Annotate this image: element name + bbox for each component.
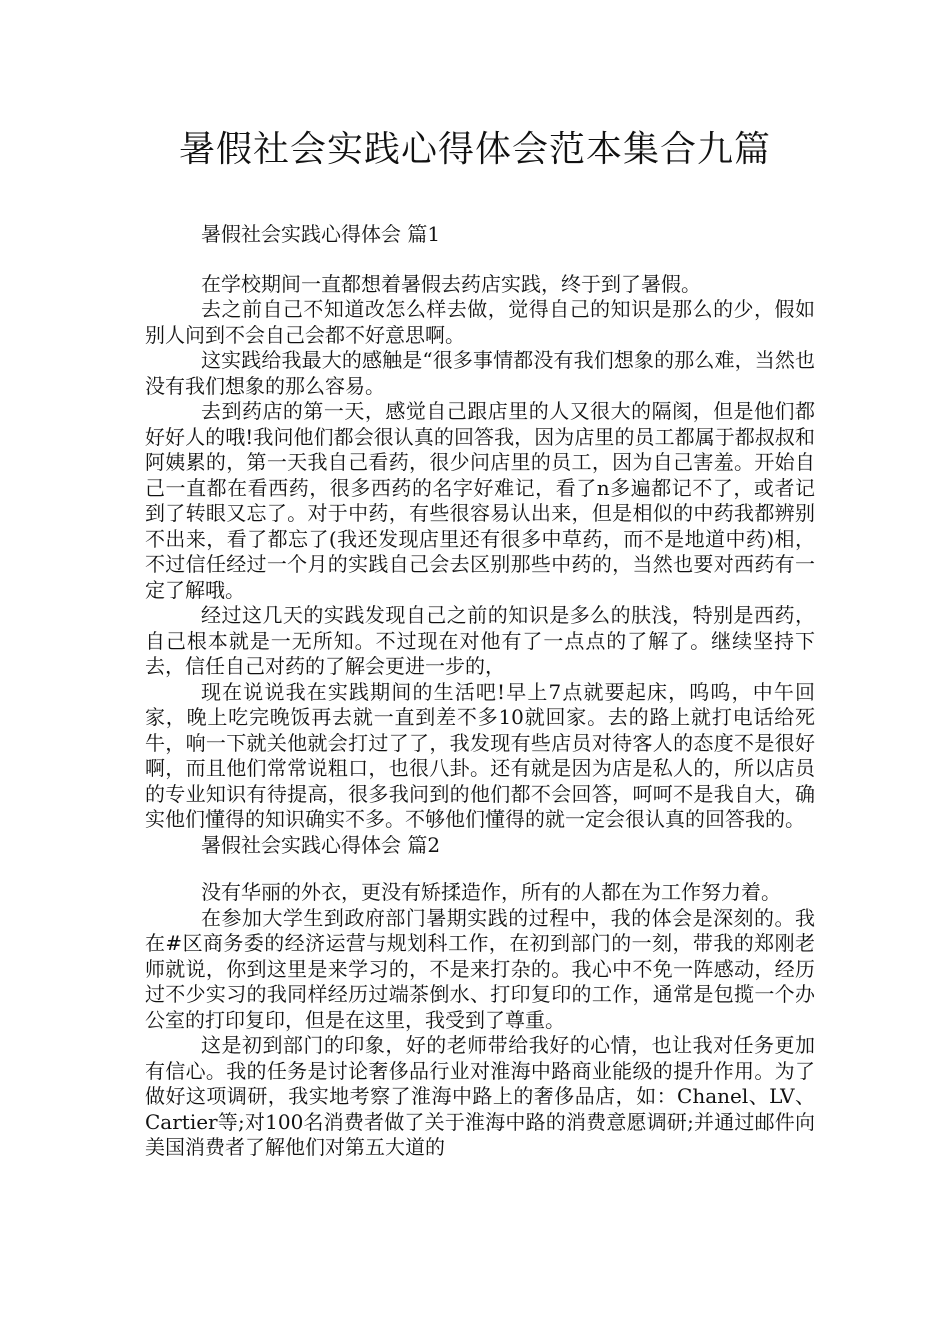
section-2-paragraph-1: 没有华丽的外衣，更没有矫揉造作，所有的人都在为工作努力着。 [201,880,781,904]
document-title: 暑假社会实践心得体会范本集合九篇 [178,129,771,170]
section-1-paragraph-5: 经过这几天的实践发现自己之前的知识是多么的肤浅，特别是西药，自己根本就是一无所知。不过现在对他有了一点点的了解了。继续坚持下去，信任自己对药的了解会更进一步的， [145,603,815,678]
section-1-paragraph-1: 在学校期间一直都想着暑假去药店实践，终于到了暑假。 [201,271,701,296]
section-1-paragraph-3: 这实践给我最大的感触是“很多事情都没有我们想象的那么难，当然也没有我们想象的那么容易。 [145,348,815,398]
section-1-paragraph-6: 现在说说我在实践期间的生活吧!早上7点就要起床，呜呜，中午回家，晚上吃完晚饭再去就一直到差不多10就回家。去的路上就打电话给死牛，响一下就关他就会打过了了，我发现有些店员对待客人的态度不是很好啊，而且他们常常说粗口，也很八卦。还有就是因为店是私人的，所以店员的专业知识有待提高，很多我问到的他们都不会回答，呵呵不是我自大，确实他们懂得的知识确实不多。不够他们懂得的就一定会很认真的回答我的。 [145,679,815,831]
section-2-paragraph-3: 这是初到部门的印象，好的老师带给我好的心情，也让我对任务更加有信心。我的任务是讨论奢侈品行业对淮海中路商业能级的提升作用。为了做好这项调研，我实地考察了淮海中路上的奢侈品店，如：Chanel、LV、Cartier等;对100名消费者做了关于淮海中路的消费意愿调研;并通过邮件向美国消费者了解他们对第五大道的 [145,1033,815,1159]
section-1-paragraph-2: 去之前自己不知道改怎么样去做，觉得自己的知识是那么的少，假如别人问到不会自己会都不好意思啊。 [145,297,815,347]
section-heading-1: 暑假社会实践心得体会 篇1 [201,222,441,246]
document-body [145,222,815,1161]
section-heading-2: 暑假社会实践心得体会 篇2 [201,832,441,857]
section-1-paragraph-4: 去到药店的第一天，感觉自己跟店里的人又很大的隔阂，但是他们都好好人的哦!我问他们都会很认真的回答我，因为店里的员工都属于都叔叔和阿姨累的，第一天我自己看药，很少问店里的员工，因为自己害羞。开始自己一直都在看西药，很多西药的名字好难记，看了n多遍都记不了，或者记到了转眼又忘了。对于中药，有些很容易认出来，但是相似的中药我都辨别不出来，看了都忘了(我还发现店里还有很多中草药，而不是地道中药)相，不过信任经过一个月的实践自己会去区别那些中药的，当然也要对西药有一定了解哦。 [145,399,815,602]
section-2-paragraph-2: 在参加大学生到政府部门暑期实践的过程中，我的体会是深刻的。我在#区商务委的经济运营与规划科工作，在初到部门的一刻，带我的郑刚老师就说，你到这里是来学习的，不是来打杂的。我心中不免一阵感动，经历过不少实习的我同样经历过端茶倒水、打印复印的工作，通常是包揽一个办公室的打印复印，但是在这里，我受到了尊重。 [145,905,815,1032]
